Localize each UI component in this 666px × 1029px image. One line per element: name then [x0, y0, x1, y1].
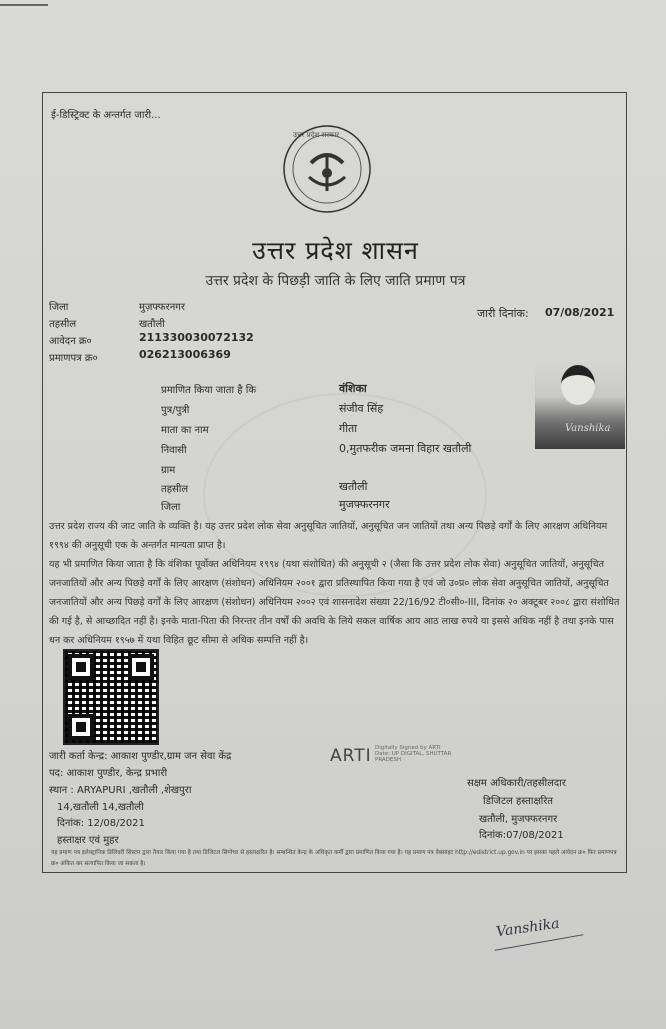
district-label: जिला	[49, 302, 69, 313]
authority-date: दिनांक:07/08/2021	[479, 830, 564, 841]
detail-tehsil-label: तहसील	[161, 484, 189, 495]
village-label: ग्राम	[161, 465, 176, 476]
issuing-centre: जारी कर्ता केन्द्र: आकाश पुण्डीर,ग्राम जन सेवा केंद्र	[49, 751, 232, 762]
emblem-text: उत्तर प्रदेश सरकार	[293, 131, 340, 139]
issue-date-label: जारी दिनांक:	[477, 307, 529, 320]
district-value: मुज़फ्फरनगर	[139, 302, 185, 313]
photo-signature-text: Vanshika	[565, 423, 611, 434]
issuer-date: दिनांक: 12/08/2021	[57, 818, 145, 829]
certification-statement: यह भी प्रमाणित किया जाता है कि वंशिका पूर्वोक्त अधिनियम १९९४ (यथा संशोधित) की अनुसूची २ (जैसा कि उत्तर प्रदेश लोक सेवा) अनुसूचित जातियों, अनुसूचित जनजातियों और अन्य पिछड़े वर्गों के लिए आरक्षण (संशोधन) अधिनियम २००१ द्वारा प्रतिस्थापित किया गया है एवं जो उ०प्र० लोक सेवा अनुसूचित जातियों, अनुसूचित जनजातियों और अन्य पिछड़े वर्गों के लिए आरक्षण (संशोधन) अधिनियम २००२ एवं शासनादेश संख्या 22/16/92 टी०सी०-III, दिनांक २० अक्टूबर २००८ द्वारा संशोधित की गई है, से आच्छादित नहीं है। इनके माता-पिता की निरन्तर तीन वर्षों की अवधि के लिये सकल वार्षिक आय आठ लाख रुपये या इससे अधिक नहीं है तथा इनके पास धन कर अधिनियम १९५७ में यथा विहित छूट सीमा से अधिक सम्पत्ति नहीं है।	[49, 559, 620, 646]
certificate-title: उत्तर प्रदेश शासन	[252, 236, 419, 265]
mother-label: माता का नाम	[161, 425, 209, 436]
verification-footnote: यह प्रमाण पत्र इलेक्ट्रानिक डिलिवरी सिस्टम द्वारा तैयार किया गया है तथा डिजिटल सिग्नेचर से हस्ताक्षरित है। सम्बन्धित केन्द्र के अधिकृत कर्मी द्वारा प्रमाणित किया गया है। यह प्रमाण पत्र वेबसाइट http://edistrict.up.gov.in पर इसका पहले आवेदन क्र० फिर प्रमाणपत्र क्र० अंकित कर सत्यापित किया जा सकता है।	[51, 850, 617, 867]
son-daughter-value: संजीव सिंह	[339, 402, 384, 415]
issuer-place-2: 14,खतौली 14,खतौली	[57, 802, 144, 813]
qr-finder-bottom-left	[68, 714, 94, 740]
caste-statement: उत्तर प्रदेश राज्य की जाट जाति के व्यक्ति है। यह उत्तर प्रदेश लोक सेवा अनुसूचित जातियों, अनुसूचित जन जातियों तथा अन्य पिछड़े वर्गों के लिए आरक्षण अधिनियम १९९४ की अनुसूची एक के अन्तर्गत मान्यता प्राप्त है।	[49, 521, 608, 551]
application-label: आवेदन क्र०	[49, 336, 92, 347]
scan-edge-line	[0, 4, 48, 6]
verification-qr-code	[63, 649, 159, 745]
applicant-photo	[535, 361, 625, 449]
issuer-place: स्थान : ARYAPURI ,खतौली ,शेखपुरा	[49, 785, 192, 796]
application-value: 211330030072132	[139, 331, 254, 344]
certificate-number-value: 026213006369	[139, 348, 231, 361]
tehsil-label: तहसील	[49, 319, 77, 330]
certificate-subtitle: उत्तर प्रदेश के पिछड़ी जाति के लिए जाति प्रमाण पत्र	[205, 273, 466, 289]
qr-finder-top-right	[128, 654, 154, 680]
detail-district-value: मुजफ्फरनगर	[339, 498, 390, 511]
son-daughter-label: पुत्र/पुत्री	[161, 405, 190, 416]
certificate-frame	[42, 92, 627, 873]
detail-tehsil-value: खतौली	[339, 480, 368, 493]
issuer-post: पद: आकाश पुण्डीर, केन्द्र प्रभारी	[49, 768, 168, 779]
certificate-number-label: प्रमाणपत्र क्र०	[49, 353, 98, 364]
photo-face	[561, 365, 595, 405]
certified-label: प्रमाणित किया जाता है कि	[161, 385, 257, 396]
sign-and-seal: हस्ताक्षर एवं मुहर	[57, 835, 119, 846]
arti-digital-signature: ARTI	[330, 746, 372, 766]
mother-value: गीता	[339, 422, 358, 435]
issue-date: 07/08/2021	[545, 306, 615, 319]
certified-name: वंशिका	[339, 382, 367, 395]
header-note: ई-डिस्ट्रिक्ट के अन्तर्गत जारी...	[51, 110, 161, 121]
tehsil-value: खतौली	[139, 319, 165, 330]
handwritten-signature: Vanshika	[495, 915, 561, 941]
authority-digital-signed: डिजिटल हस्ताक्षरित	[483, 796, 553, 807]
resident-label: निवासी	[161, 445, 187, 456]
resident-value: 0,मुतफरीक जमना विहार खतौली	[339, 442, 472, 455]
authority-location: खतौली, मुजफ्फरनगर	[479, 814, 558, 825]
detail-district-label: जिला	[161, 502, 181, 513]
qr-finder-top-left	[68, 654, 94, 680]
arti-signature-note: Digitally Signed by ARTI Date: UP DIGITAL, SHUTTAR PRADESH	[375, 745, 452, 763]
authority-title: सक्षम अधिकारी/तहसीलदार	[467, 778, 566, 789]
